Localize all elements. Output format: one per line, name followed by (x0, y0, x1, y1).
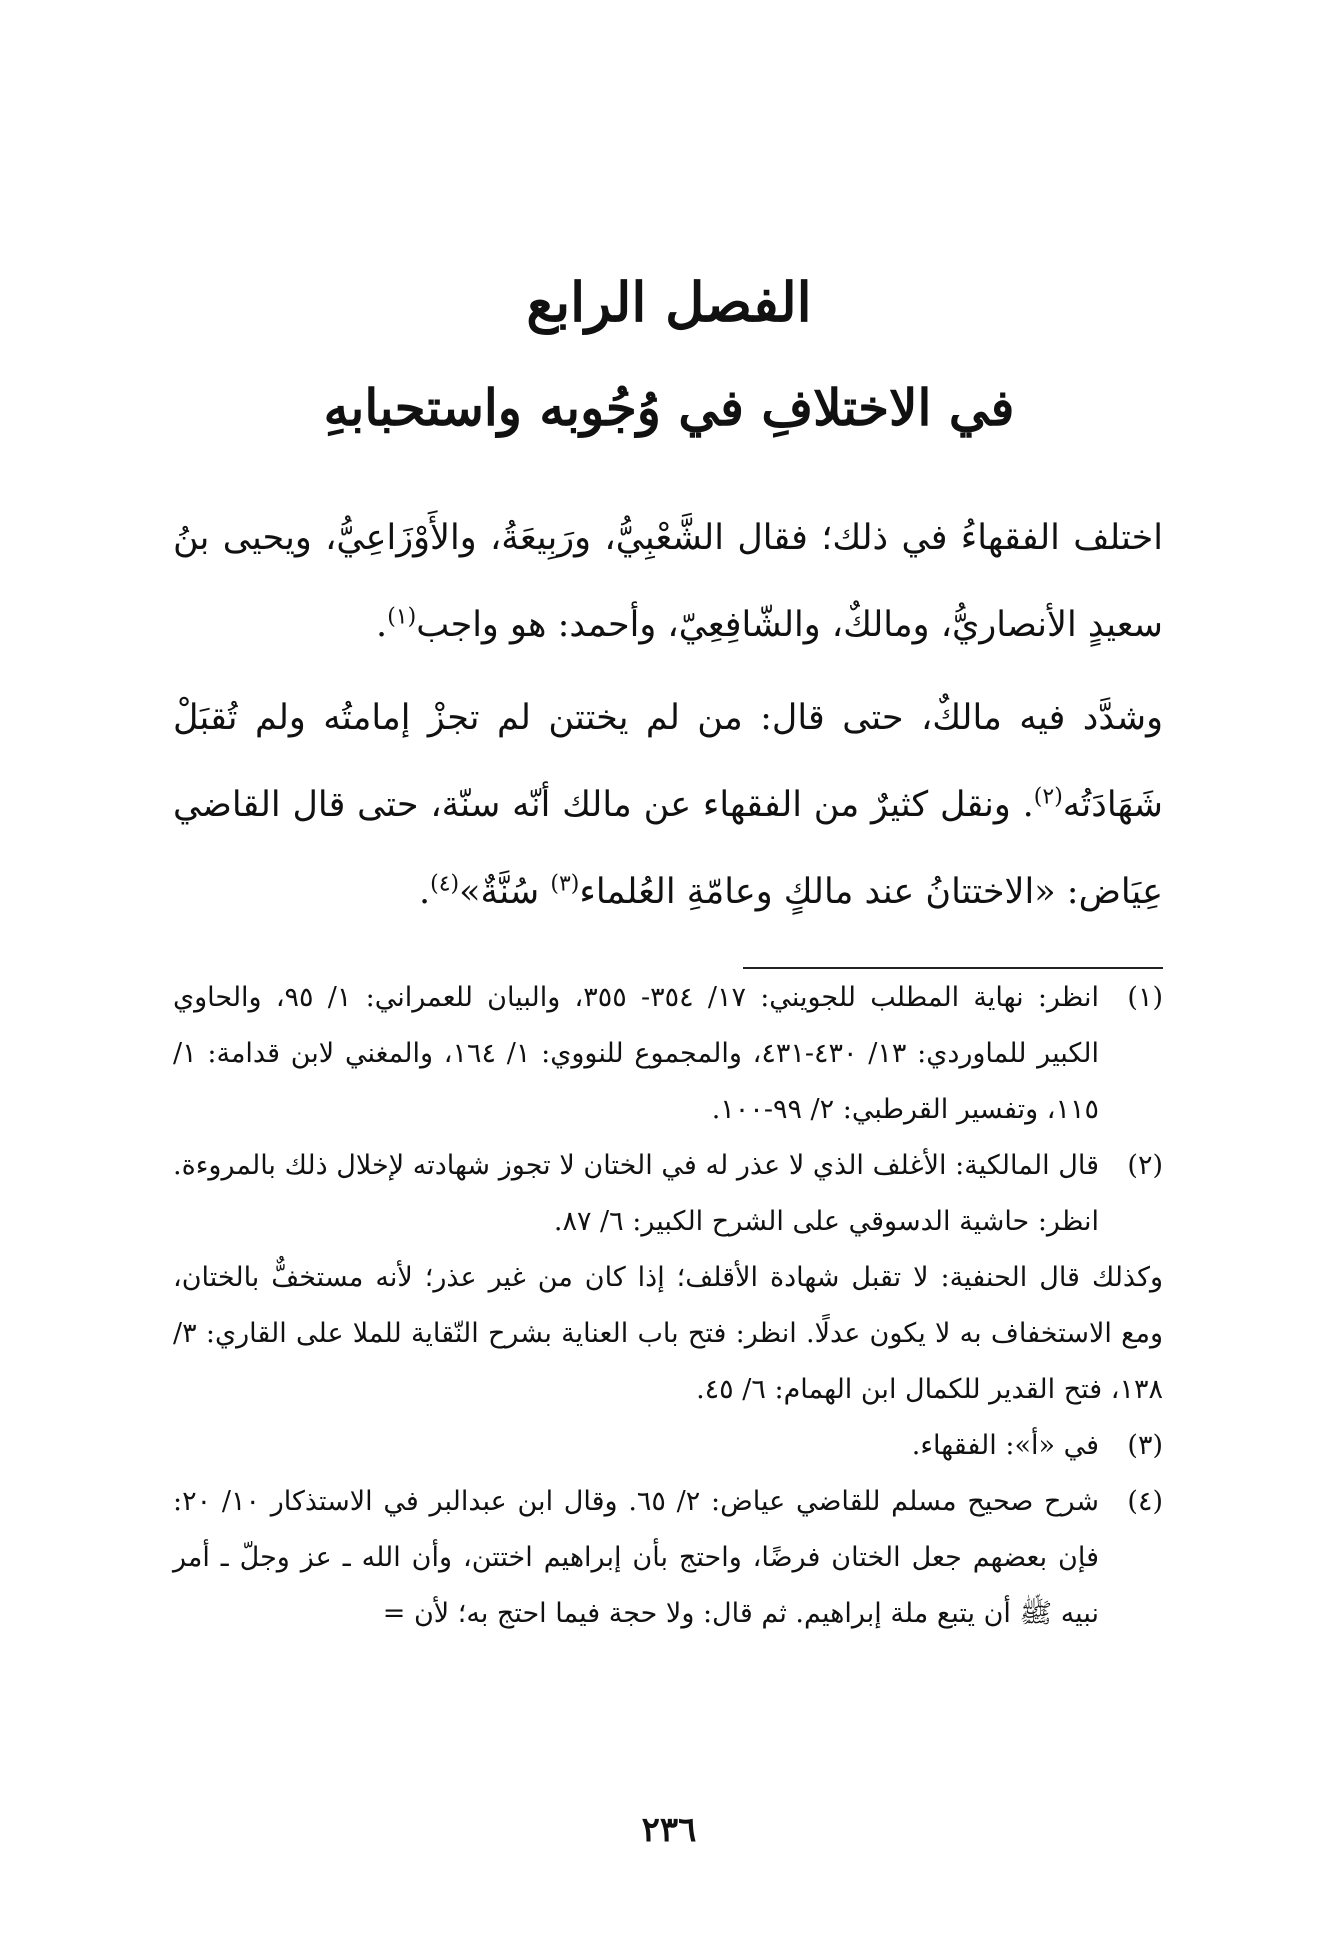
footnote-text: قال المالكية: الأغلف الذي لا عذر له في الختان لا تجوز شهادته لإخلال ذلك بالمروءة. انظر: حاشية الدسوقي على الشرح الكبير: ٦/ ٨٧. (173, 1150, 1099, 1237)
footnote-ref-3[interactable]: (٣) (550, 871, 580, 897)
footnote-number: (١) (1127, 982, 1163, 1013)
footnote-2-continuation (173, 1250, 1163, 1418)
paragraph-2-tail: . (418, 872, 431, 912)
footnote-number: (٣) (1127, 1430, 1163, 1461)
main-text (173, 495, 1163, 936)
footnote-number: (٤) (1127, 1486, 1163, 1517)
footnote-4 (173, 1474, 1163, 1642)
footnote-text: في «أ»: الفقهاء. (911, 1430, 1099, 1461)
page-number: ٢٣٦ (641, 1810, 697, 1850)
paragraph-1 (173, 495, 1163, 669)
paragraph-2-text-c: سُنَّةٌ» (459, 872, 551, 912)
footnote-ref-1[interactable]: (١) (387, 604, 417, 630)
footnote-text: وكذلك قال الحنفية: لا تقبل شهادة الأقلف؛ إذا كان من غير عذر؛ لأنه مستخفٌّ بالختان، ومع الاستخفاف به لا يكون عدلًا. انظر: فتح باب العناية بشرح النّقاية للملا على القاري: ٣/ ١٣٨، فتح القدير للكمال ابن الهمام: ٦/ ٤٥. (173, 1262, 1163, 1405)
chapter-title: الفصل الرابع (526, 270, 812, 334)
footnote-1 (173, 970, 1163, 1138)
paragraph-1-text: اختلف الفقهاءُ في ذلك؛ فقال الشَّعْبِيُّ، ورَبِيعَةُ، والأَوْزَاعِيُّ، ويحيى بنُ سعيدٍ الأنصاريُّ، ومالكٌ، والشّافِعِيّ، وأحمد: هو واجب (173, 518, 1163, 645)
footnotes (173, 970, 1163, 1642)
footnote-text: انظر: نهاية المطلب للجويني: ١٧/ ٣٥٤- ٣٥٥، والبيان للعمراني: ١/ ٩٥، والحاوي الكبير للماوردي: ١٣/ ٤٣٠-٤٣١، والمجموع للنووي: ١/ ١٦٤، والمغني لابن قدامة: ١/ ١١٥، وتفسير القرطبي: ٢/ ٩٩-١٠٠. (173, 982, 1100, 1125)
paragraph-2 (173, 675, 1163, 936)
paragraph-1-tail: . (376, 605, 388, 645)
footnote-ref-4[interactable]: (٤) (430, 871, 460, 897)
footnote-separator (743, 967, 1163, 969)
paragraph-2-text-a: وشدَّد فيه مالكٌ، حتى قال: من لم يختتن لم تجزْ إمامتُه ولم تُقبَلْ شَهَادَتُه (173, 698, 1163, 825)
footnote-2 (173, 1138, 1163, 1250)
footnote-number: (٢) (1127, 1150, 1163, 1181)
chapter-subtitle: في الاختلافِ في وُجُوبه واستحبابهِ (323, 378, 1015, 437)
footnote-3 (173, 1418, 1163, 1474)
paragraph-2-text-b: . ونقل كثيرٌ من الفقهاء عن مالك أنّه سنّة، حتى قال القاضي عِيَاض: «الاختتانُ عند مالكٍ وعامّةِ العُلماء (173, 785, 1163, 912)
footnote-text: شرح صحيح مسلم للقاضي عياض: ٢/ ٦٥. وقال ابن عبدالبر في الاستذكار ١٠/ ٢٠: فإن بعضهم جعل الختان فرضًا، واحتج بأن إبراهيم اختتن، وأن الله ـ عز وجلّ ـ أمر نبيه ﷺ أن يتبع ملة إبراهيم. ثم قال: ولا حجة فيما احتج به؛ لأن = (173, 1486, 1099, 1629)
footnote-ref-2[interactable]: (٢) (1033, 784, 1063, 810)
